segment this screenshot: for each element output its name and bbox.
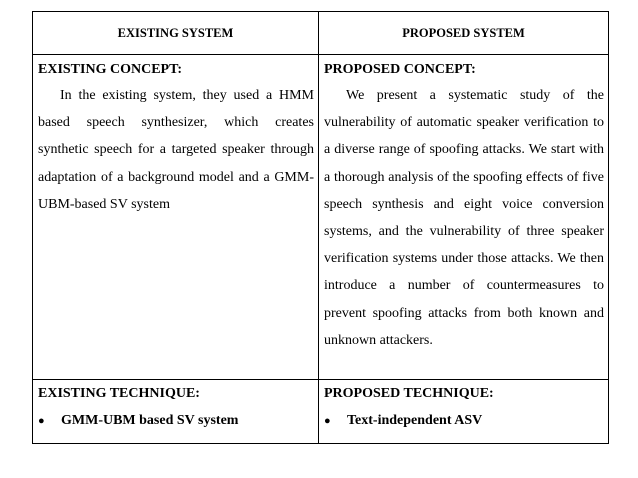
proposed-concept-title: PROPOSED CONCEPT:	[324, 62, 476, 77]
existing-concept-title: EXISTING CONCEPT:	[38, 62, 183, 77]
comparison-table	[32, 11, 609, 444]
existing-concept-text: In the existing system, they used a HMM based speech synthesizer, which creates synthetic speech for a targeted speaker through adaptation of a background model and a GMM-UBM-based SV system	[38, 88, 314, 212]
header-proposed-system: PROPOSED SYSTEM	[319, 12, 609, 55]
proposed-technique-item	[324, 412, 604, 430]
existing-concept-cell	[33, 55, 319, 380]
existing-technique-label: GMM-UBM based SV system	[61, 413, 239, 428]
proposed-technique-title: PROPOSED TECHNIQUE:	[324, 386, 494, 401]
proposed-technique-label: Text-independent ASV	[347, 413, 483, 428]
existing-technique-cell	[33, 380, 319, 444]
proposed-concept-cell	[319, 55, 609, 380]
technique-row	[33, 380, 609, 444]
header-row	[33, 12, 609, 55]
existing-technique-item	[38, 412, 314, 430]
proposed-concept-text: We present a systematic study of the vulnerability of automatic speaker verification to a diverse range of spoofing attacks. We start with a thorough analysis of the spoofing effects of five speech synthesis and eight voice conversion systems, and the vulnerability of three speaker verification systems under those attacks. We then introduce a number of countermeasures to prevent spoofing attacks from both known and unknown attackers.	[324, 88, 604, 348]
concept-row	[33, 55, 609, 380]
bullet-icon: ●	[324, 415, 331, 427]
existing-technique-title: EXISTING TECHNIQUE:	[38, 386, 200, 401]
proposed-technique-cell	[319, 380, 609, 444]
bullet-icon: ●	[38, 415, 45, 427]
header-existing-system: EXISTING SYSTEM	[33, 12, 319, 55]
